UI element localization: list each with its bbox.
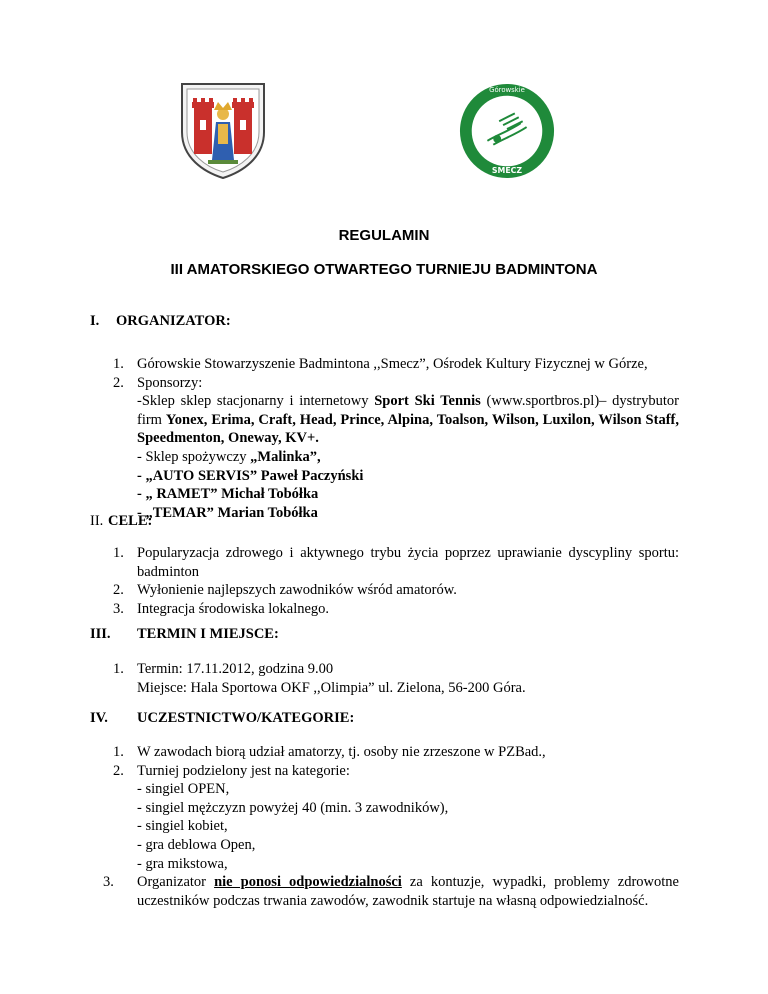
goals-list <box>113 544 679 618</box>
section-title: UCZESTNICTWO/KATEGORIE: <box>137 710 355 726</box>
item-text: W zawodach biorą udział amatorzy, tj. osoby nie zrzeszone w PZBad., <box>137 744 546 760</box>
svg-text:SMECZ: SMECZ <box>491 166 523 176</box>
section-number: I. <box>90 313 100 329</box>
sponsors-label: Sponsorzy: <box>137 374 203 391</box>
list-item <box>113 660 679 697</box>
category-item: - gra deblowa Open, <box>137 836 256 853</box>
disclaimer-emphasis: nie ponosi odpowiedzialności <box>214 874 402 891</box>
item-number: 2. <box>113 374 124 391</box>
sponsor-auto-servis: - „AUTO SERVIS” Paweł Paczyński <box>137 467 364 484</box>
sponsor-temar: - „TEMAR” Marian Tobółka <box>137 504 318 521</box>
club-logo-icon <box>458 82 556 180</box>
section-heading-date-place <box>90 626 490 646</box>
list-item <box>103 873 679 910</box>
item-text: Górowskie Stowarzyszenie Badmintona ,,Smecz”, Ośrodek Kultury Fizycznej w Górze, <box>137 356 648 372</box>
event-place: Miejsce: Hala Sportowa OKF ,,Olimpia” ul. Zielona, 56-200 Góra. <box>137 679 526 696</box>
list-item <box>113 600 679 619</box>
item-number: 1. <box>113 744 124 760</box>
item-number: 2. <box>113 762 124 779</box>
item-number: 3. <box>113 600 124 617</box>
list-item <box>113 743 679 762</box>
item-number: 3. <box>103 874 114 891</box>
item-number: 1. <box>113 661 124 677</box>
page-title: REGULAMIN <box>338 227 430 244</box>
logos-header <box>0 80 768 180</box>
section-number: III. <box>90 626 111 642</box>
item-number: 1. <box>113 545 124 561</box>
participation-list <box>103 743 679 910</box>
category-item: - gra mikstowa, <box>137 855 228 872</box>
category-item: - singiel kobiet, <box>137 818 228 835</box>
brand-list: Yonex, Erima, Craft, Head, Prince, Alpina, Toalson, Wilson, Luxilon, Wilson Staff, Speedmenton, Oneway, KV+. <box>137 411 679 447</box>
list-item <box>113 355 679 374</box>
sponsor-ramet: - „ RAMET” Michał Tobółka <box>137 486 319 503</box>
list-item <box>113 374 679 523</box>
list-item <box>113 544 679 581</box>
section-heading-organizer <box>90 313 490 333</box>
item-text: Popularyzacja zdrowego i aktywnego trybu życia poprzez uprawianie dyscypliny sportu: badminton <box>137 545 679 580</box>
categories-label: Turniej podzielony jest na kategorie: <box>137 762 350 779</box>
section-number: II. <box>90 513 104 529</box>
item-text: Organizator <box>137 874 215 891</box>
item-text: Wyłonienie najlepszych zawodników wśród amatorów. <box>137 582 457 599</box>
svg-text:Górowskie: Górowskie <box>489 85 525 94</box>
text: - Sklep spożywczy <box>137 448 251 465</box>
item-number: 1. <box>113 356 124 372</box>
item-number: 2. <box>113 582 124 599</box>
section-heading-goals <box>90 513 390 533</box>
text: (www.sportbros.pl)– dystrybutor firm <box>137 393 679 428</box>
section-heading-participation <box>90 710 490 730</box>
section-number: IV. <box>90 710 108 726</box>
category-item: - singiel OPEN, <box>137 781 230 798</box>
text: -Sklep sklep stacjonarny i internetowy <box>137 393 375 410</box>
section-title: ORGANIZATOR: <box>116 313 231 329</box>
category-item: - singiel mężczyzn powyżej 40 (min. 3 zawodników), <box>137 799 449 816</box>
item-text: za kontuzje, wypadki, problemy zdrowotne uczestników podczas trwania zawodów, zawodnik startuje na własną odpowiedzialność. <box>137 874 679 909</box>
section-title: CELE: <box>108 513 153 529</box>
sponsor-shop <box>137 448 679 467</box>
sponsor-main <box>137 392 679 448</box>
section-title: TERMIN I MIEJSCE: <box>137 626 279 642</box>
list-item <box>113 762 679 874</box>
sponsor-name: „Malinka”, <box>250 448 321 465</box>
organizer-list <box>113 355 679 522</box>
date-place-list <box>113 660 679 697</box>
item-text: Integracja środowiska lokalnego. <box>137 600 330 617</box>
page-subtitle: III AMATORSKIEGO OTWARTEGO TURNIEJU BADMINTONA <box>170 261 598 278</box>
list-item <box>113 581 679 600</box>
sponsor-name: Sport Ski Tennis <box>374 393 481 410</box>
event-date: Termin: 17.11.2012, godzina 9.00 <box>137 661 334 677</box>
crest-icon <box>178 80 268 180</box>
